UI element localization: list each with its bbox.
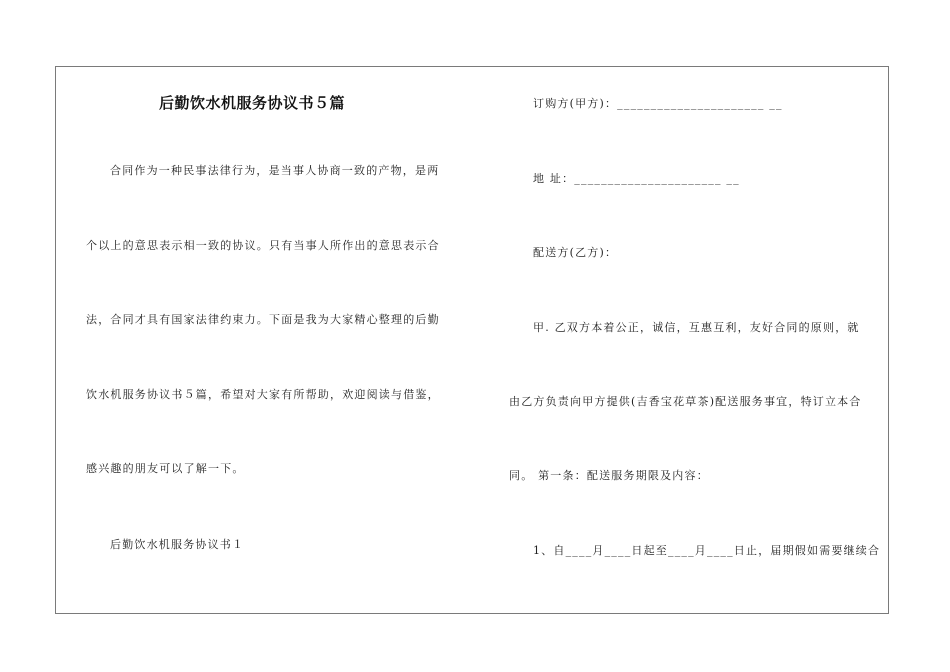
body-line-2: 由乙方负责向甲方提供(吉香宝花草茶)配送服务事宜，特订立本合 — [509, 395, 862, 408]
intro-line-5: 感兴趣的朋友可以了解一下。 — [86, 462, 245, 475]
document-page — [55, 66, 889, 614]
supplier-line: 配送方(乙方)： — [533, 246, 618, 259]
body-line-1: 甲. 乙双方本着公正，诚信，互惠互利，友好合同的原则，就 — [533, 321, 860, 334]
body-line-3: 同。 第一条：配送服务期限及内容： — [509, 469, 709, 482]
body-line-4: 1、自____月____日起至____月____日止，届期假如需要继续合 — [533, 544, 881, 557]
intro-line-3: 法，合同才具有国家法律约束力。下面是我为大家精心整理的后勤 — [86, 313, 440, 326]
section-heading: 后勤饮水机服务协议书１ — [110, 538, 245, 551]
address-line: 地 址：______________________ __ — [533, 172, 740, 185]
intro-line-1: 合同作为一种民事法律行为，是当事人协商一致的产物，是两 — [110, 164, 440, 177]
intro-line-2: 个以上的意思表示相一致的协议。只有当事人所作出的意思表示合 — [86, 239, 440, 252]
document-title: 后勤饮水机服务协议书５篇 — [159, 94, 346, 112]
buyer-line: 订购方(甲方)：______________________ __ — [533, 97, 783, 110]
intro-line-4: 饮水机服务协议书５篇，希望对大家有所帮助，欢迎阅读与借鉴， — [86, 388, 440, 401]
